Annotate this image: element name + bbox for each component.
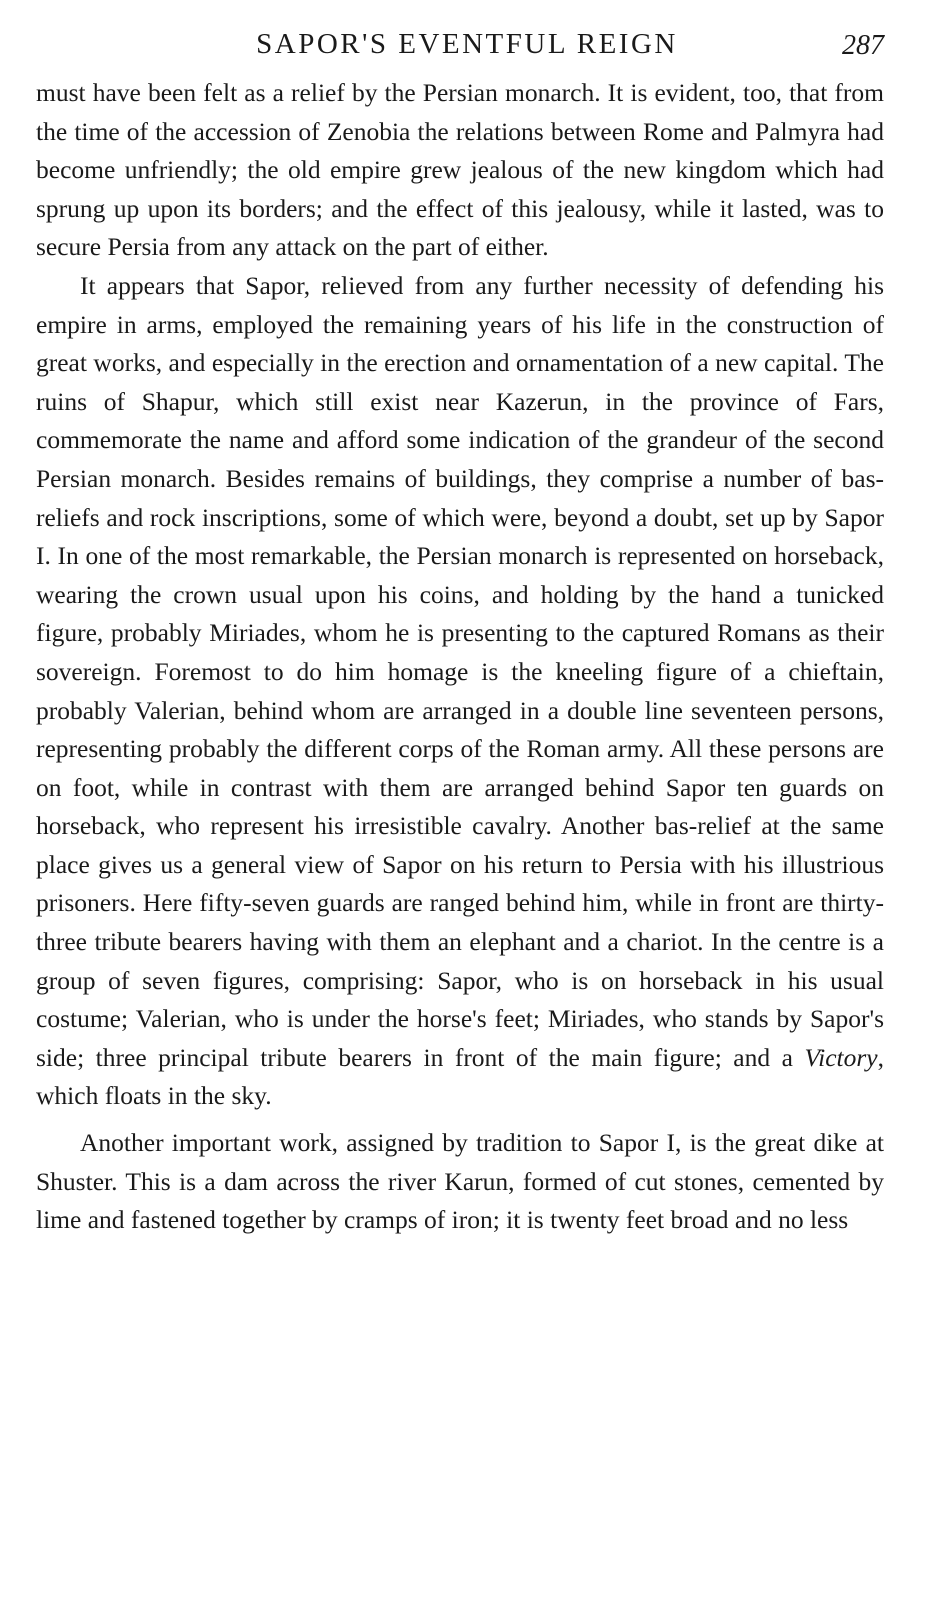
paragraph-2 (36, 267, 884, 1116)
paragraph-3 (36, 1124, 884, 1240)
book-page (36, 24, 884, 1240)
page-number: 287 (842, 30, 884, 61)
paragraph-2-text-end: , which floats in the sky. (36, 1042, 884, 1111)
paragraph-1-text: must have been felt as a relief by the Persian monarch. It is evident, too, that from the time of the accession of Zenobia the relations between Rome and Palmyra had become unfriendly; the old empire grew jealous of the new kingdom which had sprung up upon its borders; and the effect of this jealousy, while it lasted, was to secure Persia from any attack on the part of either. (36, 78, 884, 262)
paragraph-3-text: Another important work, assigned by tradition to Sapor I, is the great dike at Shuster. This is a dam across the river Karun, formed of cut stones, cemented by lime and fastened together by cramps of iron; it is twenty feet broad and no less (36, 1128, 884, 1235)
running-head (36, 24, 884, 70)
paragraph-2-text: It appears that Sapor, relieved from any further necessity of defending his empire in arms, employed the remaining years of his life in the construction of great works, and especially in the erection and ornamentation of a new capital. The ruins of Shapur, which still exist near Kazerun, in the province of Fars, commemorate the name and afford some indication of the grandeur of the second Persian monarch. Besides remains of buildings, they comprise a number of bas-reliefs and rock inscriptions, some of which were, beyond a doubt, set up by Sapor I. In one of the most remarkable, the Persian monarch is represented on horseback, wearing the crown usual upon his coins, and holding by the hand a tunicked figure, probably Miriades, whom he is presenting to the captured Romans as their sovereign. Foremost to do him homage is the kneeling figure of a chieftain, probably Valerian, behind whom are arranged in a double line seventeen persons, representing probably the different corps of the Roman army. All these persons are on foot, while in contrast with them are arranged behind Sapor ten guards on horseback, who represent his irresistible cavalry. Another bas-relief at the same place gives us a general view of Sapor on his return to Persia with his illustrious prisoners. Here fifty-seven guards are ranged behind him, while in front are thirty-three tribute bearers having with them an elephant and a chariot. In the centre is a group of seven figures, comprising: Sapor, who is on horseback in his usual costume; Valerian, who is under the horse's feet; Miriades, who stands by Sapor's side; three principal tribute bearers in front of the main figure; and a (36, 270, 884, 1072)
paragraph-2-italic-victory: Victory (804, 1042, 878, 1072)
paragraph-1 (36, 74, 884, 267)
body-text (36, 74, 884, 1240)
running-title: SAPOR'S EVENTFUL REIGN (256, 28, 678, 60)
